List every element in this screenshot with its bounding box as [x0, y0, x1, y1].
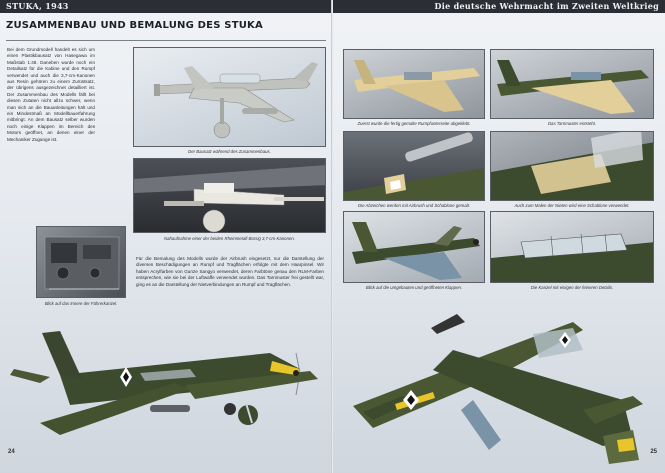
photo-cockpit-interior	[36, 226, 126, 298]
running-header-right: Die deutsche Wehrmacht im Zweiten Weltkrieg	[333, 0, 665, 13]
canopy-icon	[491, 212, 654, 283]
photo-underside-masked	[343, 49, 485, 119]
camo-plane-icon	[491, 50, 654, 119]
left-page	[0, 0, 332, 473]
title-divider	[6, 40, 326, 41]
running-header-left: STUKA, 1943	[0, 0, 332, 13]
cockpit-icon	[37, 227, 126, 298]
photo-insignia-airbrush	[343, 131, 485, 201]
stencil-wing-icon	[491, 132, 654, 201]
photo-opened-panels	[343, 211, 485, 283]
caption-canopy-details: Die Kanzel mit einigen der feineren Details.	[530, 285, 614, 290]
airbrush-icon	[344, 132, 485, 201]
masked-plane-icon	[344, 50, 485, 119]
photo-rivet-stencil	[490, 131, 654, 201]
photo-camo-pattern	[490, 49, 654, 119]
caption-rivet-stencil: Auch zum Malen der Nieten wird eine Schablone verwendet.	[514, 203, 630, 208]
photo-canopy-details	[490, 211, 654, 283]
page-number-right: 25	[650, 449, 657, 455]
caption-kit-assembly: Der Bausatz während des Zusammenbaus.	[188, 149, 271, 154]
body-text-column-2: Für die Bemalung des Modells wurde der Airbrush eingesetzt, nur die Darstellung der diversen Beschädigungen an Rumpf und Tragflächen erfolgte mit dem Haarpinsel. Wir haben Acrylfarben von Gunze Sangyo verwendet, deren Farbtöne genau den RLM-Farben entsprechen, wie sie bei der Luftwaffe verwendet wurden. Das Tarnmuster frei gestellt war, ging es an die Darstellung der Nietverbindungen an Rumpf und Tragflächen.	[136, 256, 324, 287]
section-title: ZUSAMMENBAU UND BEMALUNG DES STUKA	[6, 20, 263, 31]
body-text-column-1: Bei dem Grundmodell handelt es sich um einen Plastikbausatz von Hasegawa im Maßstab 1:48. Daneben wurde noch ein Detailsatz für die Kabine und den Rumpf verwendet und auch die 3,7-cm-Kanonen aus Resin gehören zu einem Zurüstsatz, der übrigens ausgezeichnet detailliert ist. Der Zusammenbau des Modells fällt bei diesen Zutaten nicht allzu schwer, wenn man sich an die Bauanleitungen hält und ein Mindestmaß an Modellbauerfahrung mitbringt. An dem Bausatz selber wurden noch einige Klappen im Bereich des Motors geöffnet, an denen einer der Mechaniker Zugange ist.	[7, 47, 95, 142]
cannon-pod-icon	[134, 159, 326, 233]
caption-insignia-airbrush: Die Abzeichen werden mit Airbrush und Schablone gemalt.	[358, 203, 470, 208]
caption-opened-panels: Blick auf die umgebauten und geöffneten Klappen.	[365, 285, 463, 290]
grey-kit-plane-icon	[134, 48, 326, 147]
finished-stuka-model-illustration-right	[333, 300, 665, 470]
caption-underside-masked: Zuerst wurde die fertig gemalte Rumpfunterseite abgeklebt.	[357, 121, 471, 126]
photo-kit-assembly	[133, 47, 326, 147]
finished-stuka-model-illustration-left	[0, 313, 332, 473]
caption-cockpit: Blick auf das Innere der Führerkanzel.	[44, 301, 118, 306]
page-number-left: 24	[8, 449, 15, 455]
right-page	[333, 0, 665, 473]
caption-cannon-closeup: Nahaufnahme einer der beiden Rheinmetall-Borsig 3,7-cm-Kanonen.	[164, 236, 295, 241]
caption-camo-pattern: Das Tarnmuster entsteht.	[547, 121, 597, 126]
opened-engine-panels-icon	[344, 212, 485, 283]
photo-cannon-closeup	[133, 158, 326, 233]
